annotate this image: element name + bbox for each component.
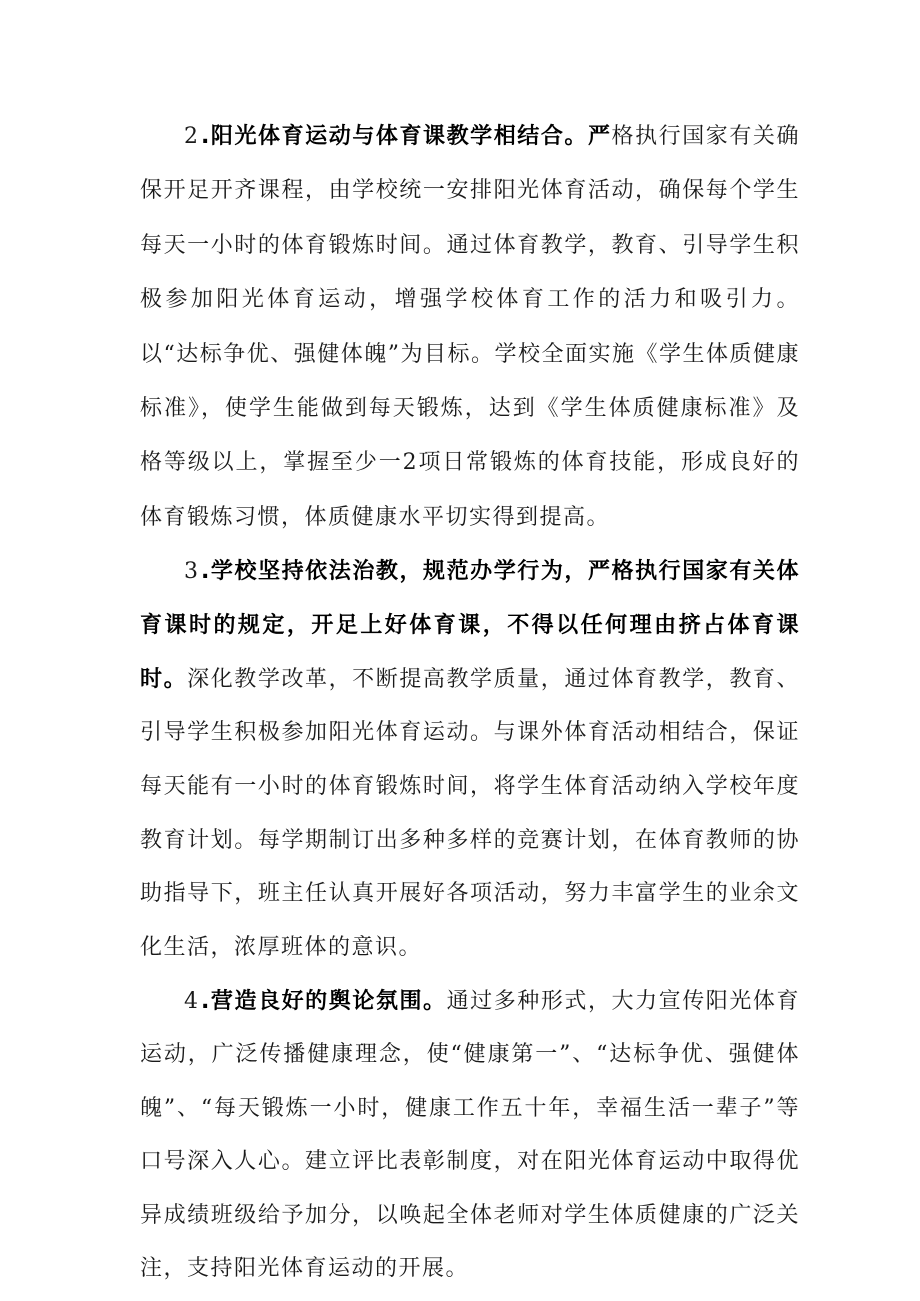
paragraph-text: 格执行国家有关确保开足开齐课程，由学校统一安排阳光体育活动，确保每个学生每天一小时的体育锻炼时间。通过体育教学，教育、引导学生积极参加阳光体育运动，增强学校体育工作的活力和吸引力。以“达标争优、强健体魄”为目标。学校全面实施《学生体质健康标准》，使学生能做到每天锻炼，达到《学生体质健康标准》及格等级以上，掌握至少一2项日常锻炼的体育技能，形成良好的体育锻炼习惯，体质健康水平切实得到提高。: [140, 124, 800, 530]
document-body: [140, 110, 800, 1296]
paragraph-number: 3: [184, 559, 201, 585]
paragraph-text: 深化教学改革，不断提高教学质量，通过体育教学，教育、引导学生积极参加阳光体育运动。与课外体育活动相结合，保证每天能有一小时的体育锻炼时间，将学生体育活动纳入学校年度教育计划。每学期制订出多种多样的竞赛计划，在体育教师的协助指导下，班主任认真开展好各项活动，努力丰富学生的业余文化生活，浓厚班体的意识。: [140, 666, 800, 961]
paragraph-number: 4: [184, 988, 201, 1014]
paragraph-text: 通过多种形式，大力宣传阳光体育运动，广泛传播健康理念，使“健康第一”、“达标争优、强健体魄”、“每天锻炼一小时，健康工作五十年，幸福生活一辈子”等口号深入人心。建立评比表彰制度，对在阳光体育运动中取得优异成绩班级给予加分，以唤起全体老师对学生体质健康的广泛关注，支持阳光体育运动的开展。: [140, 988, 800, 1282]
paragraph-4: [140, 975, 800, 1296]
paragraph-number: 2: [184, 124, 201, 149]
paragraph-heading: .阳光体育运动与体育课教学相结合。严: [201, 124, 612, 149]
paragraph-2: [140, 110, 800, 545]
paragraph-3: [140, 545, 800, 975]
paragraph-heading: .营造良好的舆论氛围。: [201, 988, 447, 1014]
paragraph-heading: .学校坚持依法治教，规范办学行为，严格执行国家有关体育课时的规定，开足上好体育课，不得以任何理由挤占体育课时。: [140, 559, 800, 692]
